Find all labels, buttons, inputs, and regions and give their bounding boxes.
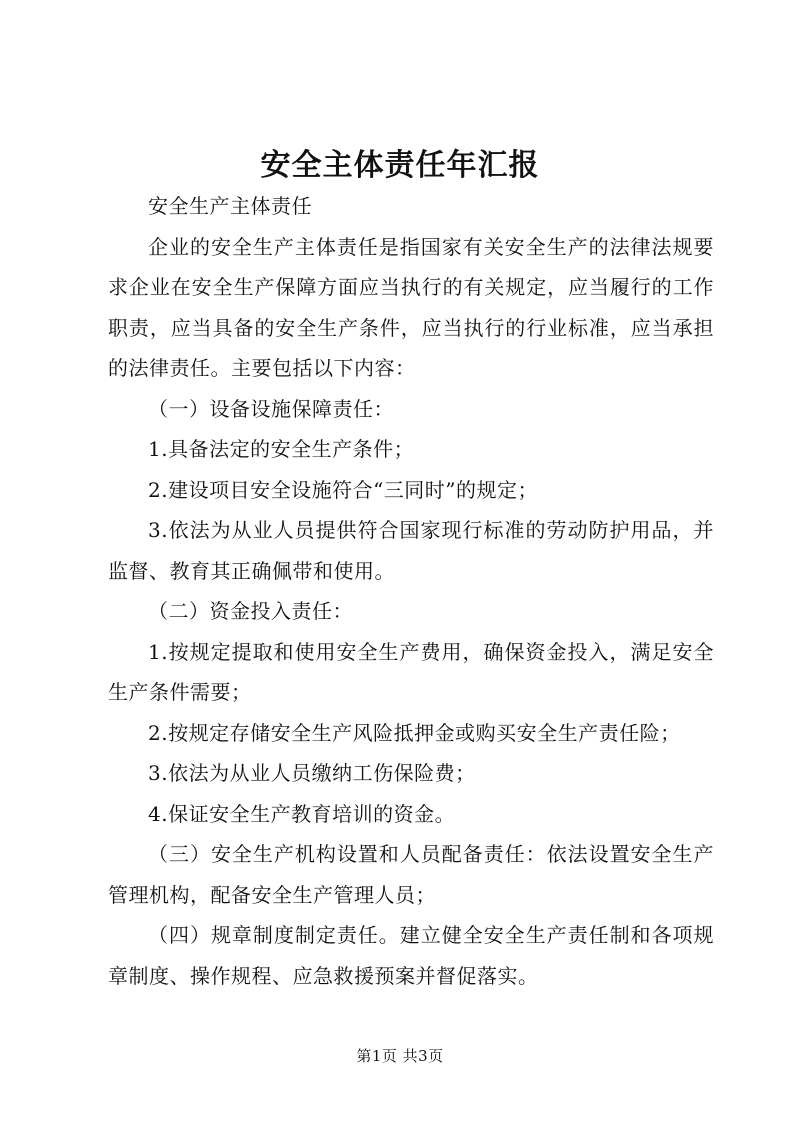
paragraph-heading-4: （四）规章制度制定责任。建立健全安全生产责任制和各项规章制度、操作规程、应急救援预案并督促落实。 [108, 923, 714, 988]
paragraph-section-heading: 安全生产主体责任 [148, 194, 312, 218]
paragraph-item: 1.具备法定的安全生产条件； [148, 437, 415, 461]
paragraph-heading-3: （三）安全生产机构设置和人员配备责任：依法设置安全生产管理机构，配备安全生产管理人员； [108, 842, 714, 907]
paragraph-item: 3.依法为从业人员提供符合国家现行标准的劳动防护用品，并监督、教育其正确佩带和使用。 [108, 518, 714, 583]
paragraph-item: 1.按规定提取和使用安全生产费用，确保资金投入，满足安全生产条件需要； [108, 639, 714, 704]
paragraph-heading-2: （二）资金投入责任： [148, 599, 353, 623]
paragraph-item: 2.建设项目安全设施符合“三同时”的规定； [148, 477, 539, 502]
document-body [108, 186, 714, 996]
paragraph-item: 2.按规定存储安全生产风险抵押金或购买安全生产责任险； [148, 720, 681, 745]
paragraph-heading-1: （一）设备设施保障责任： [148, 396, 394, 421]
page-footer: 第1页 共3页 [356, 1047, 444, 1065]
document-title: 安全主体责任年汇报 [260, 148, 540, 183]
paragraph-item: 3.依法为从业人员缴纳工伤保险费； [148, 761, 476, 785]
paragraph-intro: 企业的安全生产主体责任是指国家有关安全生产的法律法规要求企业在安全生产保障方面应当执行的有关规定，应当履行的工作职责，应当具备的安全生产条件，应当执行的行业标准，应当承担的法律责任。主要包括以下内容： [108, 234, 714, 380]
paragraph-item: 4.保证安全生产教育培训的资金。 [148, 801, 456, 826]
